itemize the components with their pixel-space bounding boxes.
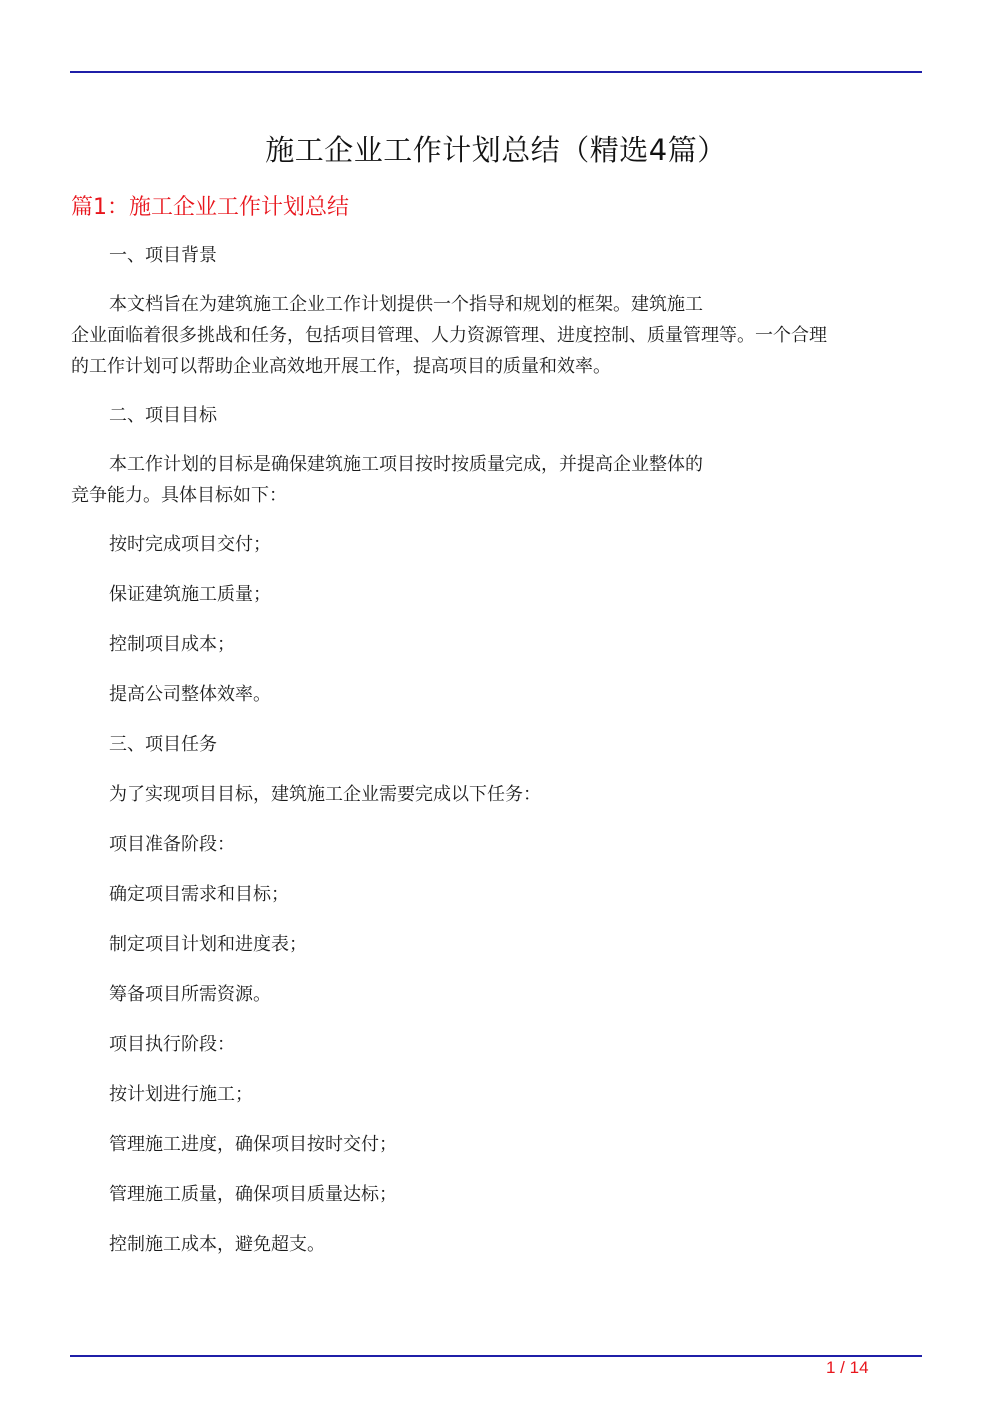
document-title: 施工企业工作计划总结（精选4篇） xyxy=(265,133,727,167)
list-item: 控制施工成本，避免超支。 xyxy=(109,1234,325,1255)
list-item: 管理施工进度，确保项目按时交付； xyxy=(109,1134,397,1155)
page-indicator: 1 / 14 xyxy=(826,1358,869,1377)
list-item: 按计划进行施工； xyxy=(109,1084,253,1105)
paragraph-objectives xyxy=(71,449,923,511)
list-item: 筹备项目所需资源。 xyxy=(109,984,271,1005)
list-item: 控制项目成本； xyxy=(109,634,235,655)
heading-objectives: 二、项目目标 xyxy=(109,405,217,426)
list-item: 按时完成项目交付； xyxy=(109,534,271,555)
list-item: 确定项目需求和目标； xyxy=(109,884,289,905)
paragraph-line: 企业面临着很多挑战和任务，包括项目管理、人力资源管理、进度控制、质量管理等。一个合理 xyxy=(71,325,827,346)
paragraph-line: 本工作计划的目标是确保建筑施工项目按时按质量完成，并提高企业整体的 xyxy=(109,454,703,475)
list-item: 保证建筑施工质量； xyxy=(109,584,271,605)
list-item: 管理施工质量，确保项目质量达标； xyxy=(109,1184,397,1205)
paragraph-line: 的工作计划可以帮助企业高效地开展工作，提高项目的质量和效率。 xyxy=(71,356,611,377)
footer-rule xyxy=(70,1355,922,1357)
list-item: 提高公司整体效率。 xyxy=(109,684,271,705)
paragraph-line: 本文档旨在为建筑施工企业工作计划提供一个指导和规划的框架。建筑施工 xyxy=(109,294,703,315)
list-item: 制定项目计划和进度表； xyxy=(109,934,307,955)
paragraph-line: 竞争能力。具体目标如下： xyxy=(71,485,287,506)
heading-tasks: 三、项目任务 xyxy=(109,734,217,755)
section-heading: 篇1：施工企业工作计划总结 xyxy=(71,195,349,220)
list-item: 为了实现项目目标，建筑施工企业需要完成以下任务： xyxy=(109,784,541,805)
header-rule xyxy=(70,71,922,73)
list-item: 项目准备阶段： xyxy=(109,834,235,855)
heading-background: 一、项目背景 xyxy=(109,245,217,266)
list-item: 项目执行阶段： xyxy=(109,1034,235,1055)
paragraph-background xyxy=(71,289,923,382)
